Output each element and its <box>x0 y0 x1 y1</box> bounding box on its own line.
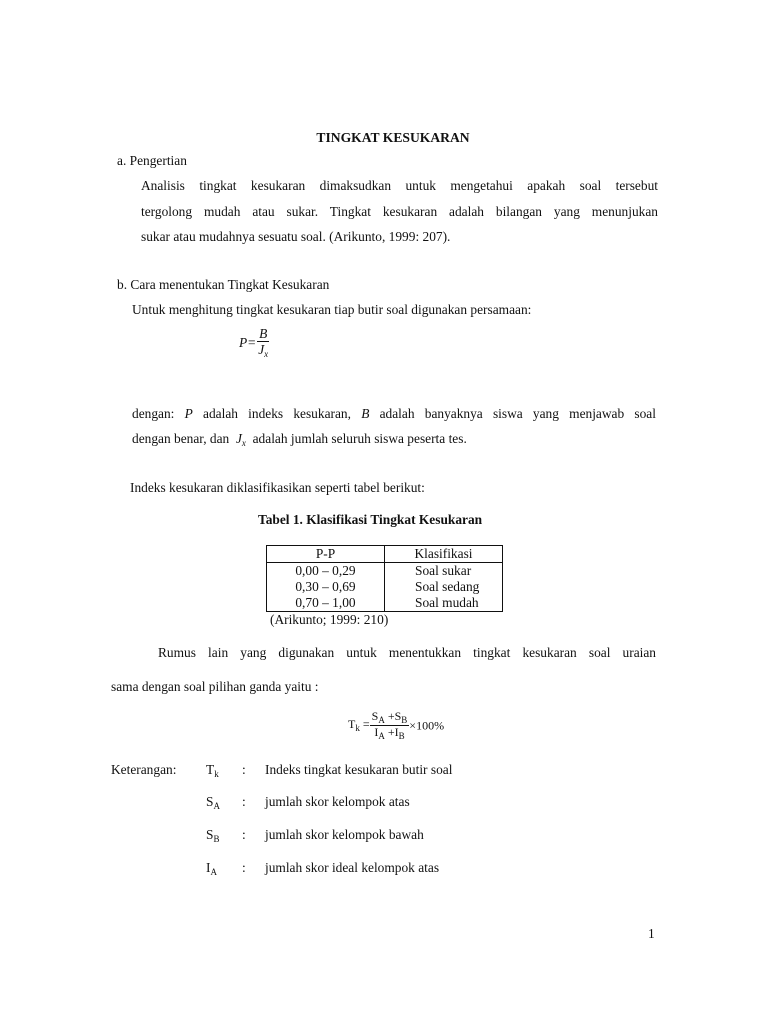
explanation-line-2: dengan benar, dan $J_x$ adalah jumlah seluruh siswa peserta tes. <box>132 431 467 448</box>
table-header-pp: P-P <box>267 546 385 563</box>
table-cell-range: 0,30 – 0,69 <box>267 579 385 595</box>
section-a-line-1: Analisis tingkat kesukaran dimaksudkan untuk mengetahui apakah soal tersebut <box>141 178 658 193</box>
table-row <box>267 563 503 580</box>
keterangan-symbol: $S_A$ <box>206 794 220 811</box>
formula-p-denominator: $J_x$ <box>258 342 269 360</box>
formula-tk-multiplier: ×100% <box>409 718 445 733</box>
keterangan-symbol: $I_A$ <box>206 860 217 877</box>
section-b-intro: Untuk menghitung tingkat kesukaran tiap butir soal digunakan persamaan: <box>132 302 532 317</box>
keterangan-label: Keterangan: <box>111 762 177 777</box>
table-cell-range: 0,00 – 0,29 <box>267 563 385 580</box>
formula-tk-fraction <box>370 710 410 742</box>
page-number: 1 <box>648 926 655 941</box>
keterangan-desc: jumlah skor kelompok bawah <box>265 827 424 842</box>
section-b-heading: b. Cara menentukan Tingkat Kesukaran <box>117 277 330 292</box>
formula-p <box>239 326 270 360</box>
keterangan-desc: Indeks tingkat kesukaran butir soal <box>265 762 453 777</box>
table-row <box>267 579 503 595</box>
page-title: TINGKAT KESUKARAN <box>316 130 470 145</box>
keterangan-desc: jumlah skor kelompok atas <box>265 794 410 809</box>
formula-tk <box>348 710 444 742</box>
rumus-lain-line-2: sama dengan soal pilihan ganda yaitu : <box>111 679 319 694</box>
explanation-line-1: dengan: P adalah indeks kesukaran, B adalah banyaknya siswa yang menjawab soal <box>132 406 656 421</box>
keterangan-colon: : <box>242 860 246 875</box>
section-a-line-3: sukar atau mudahnya sesuatu soal. (Arikunto, 1999: 207). <box>141 229 451 244</box>
formula-tk-numerator: $S_A +S_B$ <box>371 709 408 725</box>
section-a-line-2: tergolong mudah atau sukar. Tingkat kesukaran adalah bilangan yang menunjukan <box>141 204 658 219</box>
table-cell-class: Soal sedang <box>415 579 480 594</box>
formula-p-fraction <box>256 326 270 360</box>
rumus-lain-line-1: Rumus lain yang digunakan untuk menentukkan tingkat kesukaran soal uraian <box>158 645 656 660</box>
formula-p-lhs: P= <box>239 334 257 350</box>
table-caption: Tabel 1. Klasifikasi Tingkat Kesukaran <box>258 512 483 527</box>
section-a-heading: a. Pengertian <box>117 153 187 168</box>
table-header-row <box>267 546 503 563</box>
formula-tk-lhs: $T_k$ = <box>348 717 370 734</box>
formula-tk-denominator: $I_A +I_B$ <box>374 725 405 742</box>
formula-p-numerator: B <box>259 326 268 341</box>
table-cell-range: 0,70 – 1,00 <box>267 595 385 612</box>
keterangan-colon: : <box>242 827 246 842</box>
keterangan-symbol: $T_k$ <box>206 762 219 779</box>
classification-table <box>266 545 503 612</box>
table-source: (Arikunto; 1999: 210) <box>270 612 389 627</box>
table-cell-class: Soal mudah <box>415 595 479 610</box>
table-row <box>267 595 503 612</box>
keterangan-desc: jumlah skor ideal kelompok atas <box>265 860 440 875</box>
keterangan-colon: : <box>242 794 246 809</box>
classify-intro: Indeks kesukaran diklasifikasikan seperti tabel berikut: <box>130 480 425 495</box>
keterangan-symbol: $S_B$ <box>206 827 220 844</box>
table-header-klasifikasi: Klasifikasi <box>385 546 503 563</box>
keterangan-colon: : <box>242 762 246 777</box>
table-cell-class: Soal sukar <box>415 563 472 578</box>
